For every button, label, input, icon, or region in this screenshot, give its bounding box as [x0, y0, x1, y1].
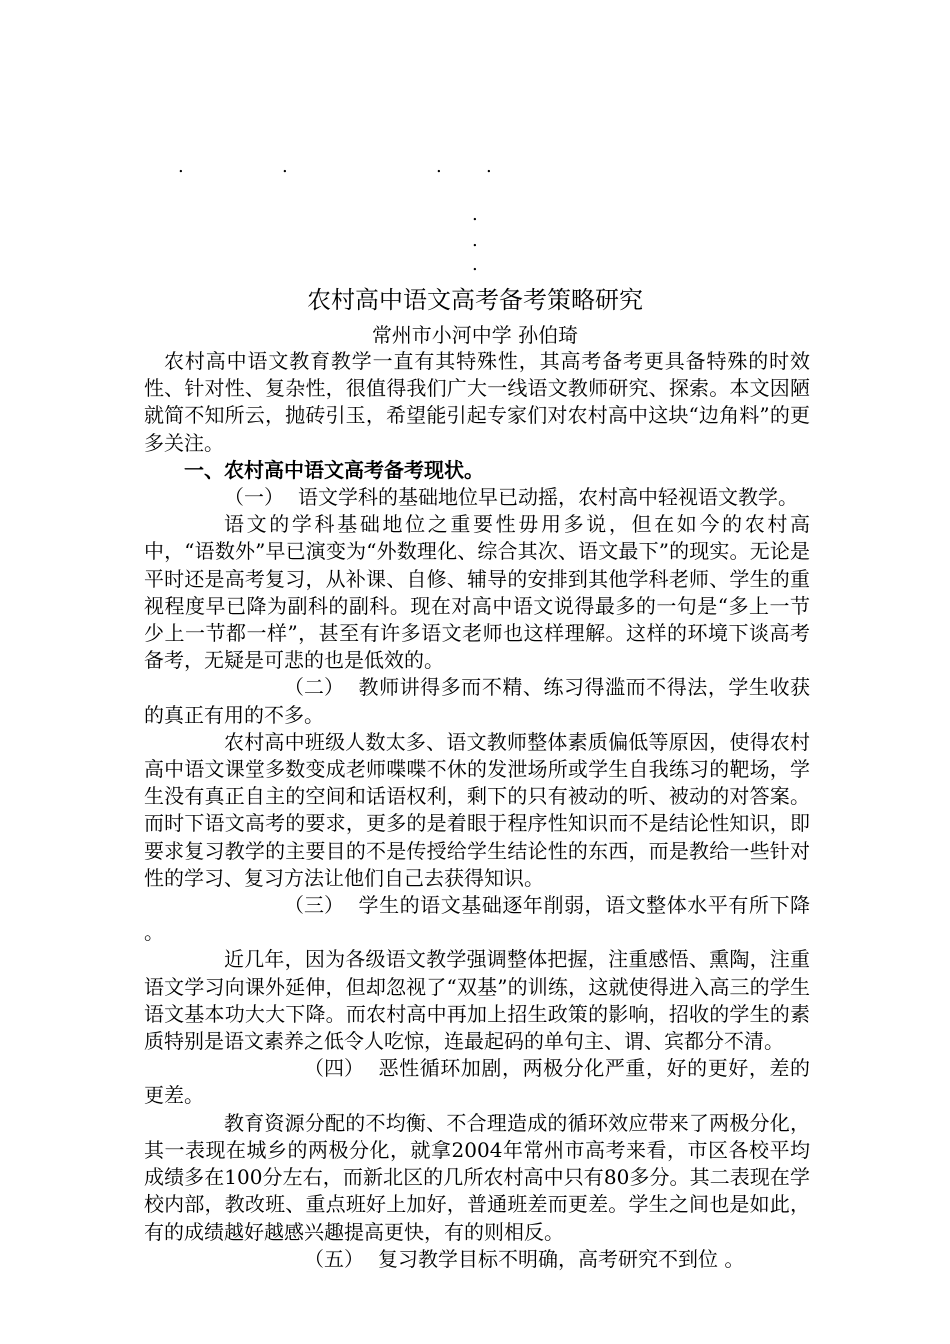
- item-body: 语文的学科基础地位之重要性毋用多说，但在如今的农村高中，“语数外”早已演变为“外数理化、综合其次、语文最下”的现实。无论是平时还是高考复习，从补课、自修、辅导的安排到其他学科老师、学生的重视程度早已降为副科的副科。现在对高中语文说得最多的一句是“多上一节少上一节都一样”，甚至有许多语文老师也这样理解。这样的环境下谈高考备考，无疑是可悲的也是低效的。: [144, 512, 810, 673]
- item-heading: [144, 484, 810, 511]
- header-dot: .: [486, 156, 492, 177]
- item-heading: [144, 1055, 810, 1109]
- item-title: 学生的语文基础逐年削弱，语文整体水平有所下降 。: [144, 893, 810, 945]
- item-number: （二）: [284, 675, 344, 700]
- header-dot: .: [436, 156, 442, 177]
- header-dot: .: [472, 204, 478, 225]
- item-title: 复习教学目标不明确，高考研究不到位 。: [378, 1246, 745, 1271]
- item-number: （五）: [304, 1246, 364, 1271]
- item-body: 近几年，因为各级语文教学强调整体把握，注重感悟、熏陶，注重语文学习向课外延伸，但却忽视了“双基”的训练，这就使得进入高三的学生语文基本功大大下降。而农村高中再加上招生政策的影响，招收的学生的素质特别是语文素养之低令人吃惊，连最起码的单句主、谓、宾都分不清。: [144, 947, 810, 1054]
- header-dot: .: [472, 230, 478, 251]
- document-title: 农村高中语文高考备考策略研究: [307, 286, 643, 314]
- item-number: （四）: [304, 1056, 364, 1081]
- header-dot: .: [472, 254, 478, 275]
- section-heading: 一、农村高中语文高考备考现状。: [184, 457, 484, 482]
- item-number: （一）: [224, 485, 284, 510]
- author-line: 常州市小河中学 孙伯琦: [371, 323, 579, 347]
- item-title: 语文学科的基础地位早已动摇，农村高中轻视语文教学。: [298, 485, 798, 510]
- item-body: 教育资源分配的不均衡、不合理造成的循环效应带来了两极分化，其一表现在城乡的两极分化，就拿2004年常州市高考来看，市区各校平均成绩多在100分左右，而新北区的几所农村高中只有80多分。其二表现在学校内部，教改班、重点班好上加好，普通班差而更差。学生之间也是如此，有的成绩越好越感兴趣提高更快，有的则相反。: [144, 1110, 810, 1244]
- item-heading: [144, 892, 810, 946]
- header-dot: .: [178, 156, 184, 177]
- document-body: [144, 348, 810, 1273]
- item-title: 恶性循环加剧，两极分化严重，好的更好，差的更差。: [144, 1056, 810, 1108]
- item-heading: [144, 1246, 810, 1273]
- item-body: 农村高中班级人数太多、语文教师整体素质偏低等原因，使得农村高中语文课堂多数变成老师喋喋不休的发泄场所或学生自我练习的靶场，学生没有真正自主的空间和话语权利，剩下的只有被动的听、被动的对答案。而时下语文高考的要求，更多的是着眼于程序性知识而不是结论性知识，即要求复习教学的主要目的不是传授给学生结论性的东西，而是教给一些针对性的学习、复习方法让他们自己去获得知识。: [144, 729, 810, 890]
- item-title: 教师讲得多而不精、练习得滥而不得法，学生收获的真正有用的不多。: [144, 675, 810, 727]
- item-heading: [144, 674, 810, 728]
- intro-paragraph: 农村高中语文教育教学一直有其特殊性，其高考备考更具备特殊的时效性、针对性、复杂性，很值得我们广大一线语文教师研究、探索。本文因陋就简不知所云，抛砖引玉，希望能引起专家们对农村高中这块“边角料”的更多关注。: [144, 349, 810, 455]
- item-number: （三）: [284, 893, 344, 918]
- header-dot: .: [282, 156, 288, 177]
